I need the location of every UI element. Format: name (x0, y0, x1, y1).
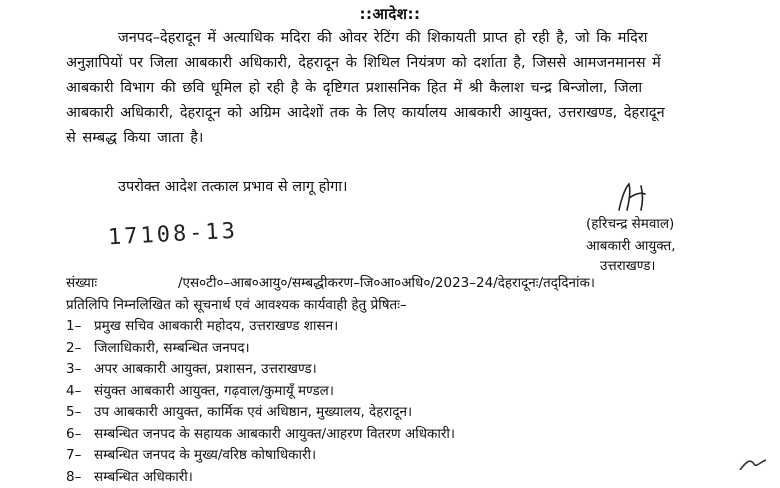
order-heading: ::आदेश:: (0, 4, 780, 24)
paragraph-line: आबकारी अधिकारी, देहरादून को अग्रिम आदेशों तक के लिए कार्यालय आबकारी आयुक्त, उत्तराखण्ड, देहरादून (66, 101, 716, 126)
signatory-title: आबकारी आयुक्त, (586, 236, 676, 254)
partial-signature-mark (720, 450, 780, 470)
paragraph-line: से सम्बद्ध किया जाता है। (66, 126, 716, 151)
paragraph-line: आबकारी विभाग की छवि धूमिल हो रही है के दृष्टिगत प्रशासनिक हित में श्री कैलाश चन्द्र बिन्जोला, जिला (66, 76, 716, 101)
paragraph-line: जनपद–देहरादून में अत्याधिक मदिरा की ओवर रेटिंग की शिकायती प्राप्त हो रही है, जो कि मदिरा (66, 26, 716, 51)
list-item: 2– जिलाधिकारी, सम्बन्धित जनपद। (66, 338, 455, 360)
signatory-state: उत्तराखण्ड। (600, 256, 656, 274)
list-item: 8– सम्बन्धित अधिकारी। (66, 467, 455, 488)
handwritten-dispatch-number: 17108-13 (107, 219, 238, 251)
list-item: 5– उप आबकारी आयुक्त, कार्मिक एवं अधिष्ठान, मुख्यालय, देहरादून। (66, 402, 455, 424)
list-item: 7– सम्बन्धित जनपद के मुख्य/वरिष्ठ कोषाधिकारी। (66, 445, 455, 467)
reference-label: संख्याः (66, 273, 97, 291)
handwritten-signature (611, 180, 671, 214)
list-item: 4– संयुक्त आबकारी आयुक्त, गढ़वाल/कुमायूँ मण्डल। (66, 381, 455, 403)
order-paragraph (66, 26, 716, 151)
list-item: 6– सम्बन्धित जनपद के सहायक आबकारी आयुक्त/आहरण वितरण अधिकारी। (66, 424, 455, 446)
list-item: 1– प्रमुख सचिव आबकारी महोदय, उत्तराखण्ड शासन। (66, 316, 455, 338)
effective-immediately-line: उपरोक्त आदेश तत्काल प्रभाव से लागू होगा। (118, 176, 348, 196)
signatory-name: (हरिचन्द्र सेमवाल) (586, 214, 674, 232)
list-item: 3– अपर आबकारी आयुक्त, प्रशासन, उत्तराखण्ड। (66, 359, 455, 381)
recipient-list (66, 316, 455, 488)
reference-number: /एस०टी०–आब०आयु०/सम्बद्धीकरण–जि०आ०अधि०/2023–24/देहरादूनः/तद्‌दिनांक। (178, 273, 595, 291)
copy-to-heading: प्रतिलिपि निम्नलिखित को सूचनार्थ एवं आवश्यक कार्यवाही हेतु प्रेषितः– (66, 295, 407, 313)
paragraph-line: अनुज्ञापियों पर जिला आबकारी अधिकारी, देहरादून के शिथिल नियंत्रण को दर्शाता है, जिससे आमजनमानस में (66, 51, 716, 76)
